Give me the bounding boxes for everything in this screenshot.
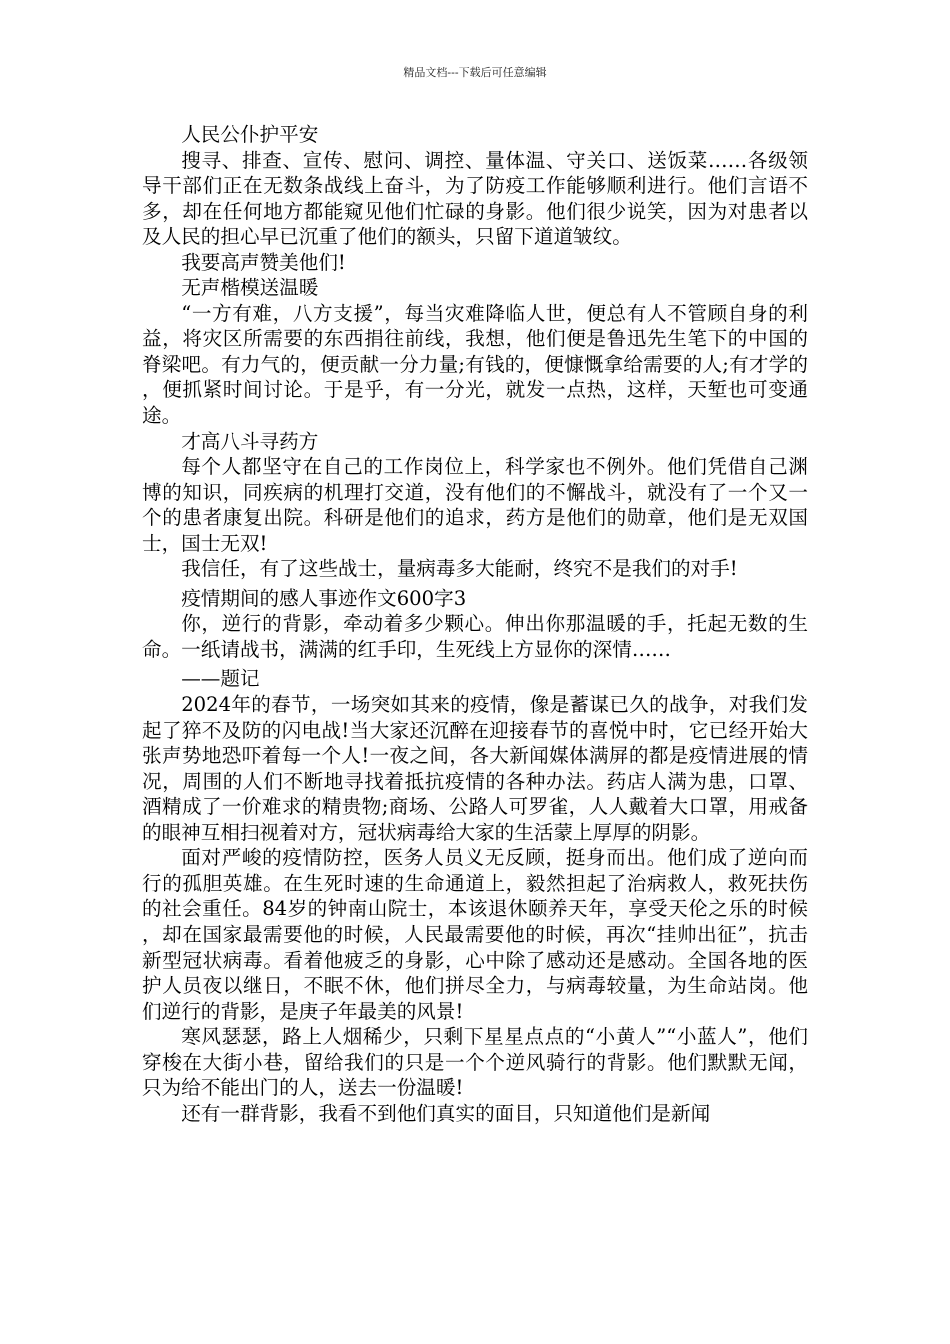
paragraph-officials: 搜寻、排查、宣传、慰问、调控、量体温、守关口、送饭菜……各级领导干部们正在无数条战线上奋斗，为了防疫工作能够顺利进行。他们言语不多，却在任何地方都能窥见他们忙碌的身影。他们很少说笑，因为对患者以及人民的担心早已沉重了他们的额头，只留下道道皱纹。 [142,148,808,249]
page-header: 精品文档---下载后可任意编辑 [403,66,547,79]
paragraph-medical-staff: 面对严峻的疫情防控，医务人员义无反顾，挺身而出。他们成了逆向而行的孤胆英雄。在生死时速的生命通道上，毅然担起了治病救人，救死扶伤的社会重任。84岁的钟南山院士，本该退休颐养天年，享受天伦之乐的时候，却在国家最需要他的时候，人民最需要他的时候，再次“挂帅出征”，抗击新型冠状病毒。看着他疲乏的身影，心中除了感动还是感动。全国各地的医护人员夜以继日，不眠不休，他们拼尽全力，与病毒较量，为生命站岗。他们逆行的背影，是庚子年最美的风景! [142,846,808,1023]
paragraph-couriers: 寒风瑟瑟，路上人烟稀少，只剩下星星点点的“小黄人”“小蓝人”，他们穿梭在大街小巷，留给我们的只是一个个逆风骑行的背影。他们默默无闻，只为给不能出门的人，送去一份温暖! [142,1025,808,1100]
section-heading-scientists: 才高八斗寻药方 [181,429,319,453]
section-heading-donors: 无声楷模送温暖 [181,276,319,300]
document-body [142,122,808,1126]
paragraph-scientists: 每个人都坚守在自己的工作岗位上，科学家也不例外。他们凭借自己渊博的知识，同疾病的机理打交道，没有他们的不懈战斗，就没有了一个又一个的患者康复出院。科研是他们的追求，药方是他们的勋章，他们是无双国士，国士无双! [142,455,808,555]
paragraph-spring-festival: 2024年的春节，一场突如其来的疫情，像是蓄谋已久的战争，对我们发起了猝不及防的闪电战!当大家还沉醉在迎接春节的喜悦中时，它已经开始大张声势地恐吓着每一个人!一夜之间，各大新闻媒体满屏的都是疫情进展的情况，周围的人们不断地寻找着抵抗疫情的各种办法。药店人满为患，口罩、酒精成了一价难求的精贵物;商场、公路人可罗雀，人人戴着大口罩，用戒备的眼神互相扫视着对方，冠状病毒给大家的生活蒙上厚厚的阴影。 [142,693,808,844]
paragraph-journalists: 还有一群背影，我看不到他们真实的面目，只知道他们是新闻 [181,1101,711,1125]
epigraph-note: ——题记 [181,667,260,691]
section-heading-officials: 人民公仆护平安 [181,123,319,146]
paragraph-praise: 我要高声赞美他们! [181,250,346,274]
paragraph-intro: 你，逆行的背影，牵动着多少颗心。伸出你那温暖的手，托起无数的生命。一纸请战书，满满的红手印，生死线上方显你的深情…… [142,612,808,661]
paragraph-trust: 我信任，有了这些战士，量病毒多大能耐，终究不是我们的对手! [181,557,738,581]
essay-title: 疫情期间的感人事迹作文600字3 [181,586,467,610]
paragraph-donors: “一方有难，八方支援”，每当灾难降临人世，便总有人不管顾自身的利益，将灾区所需要的东西捐往前线，我想，他们便是鲁迅先生笔下的中国的脊梁吧。有力气的，便贡献一分力量;有钱的，便慷慨拿给需要的人;有才学的，便抓紧时间讨论。于是乎，有一分光，就发一点热，这样，天堑也可变通途。 [142,301,808,428]
